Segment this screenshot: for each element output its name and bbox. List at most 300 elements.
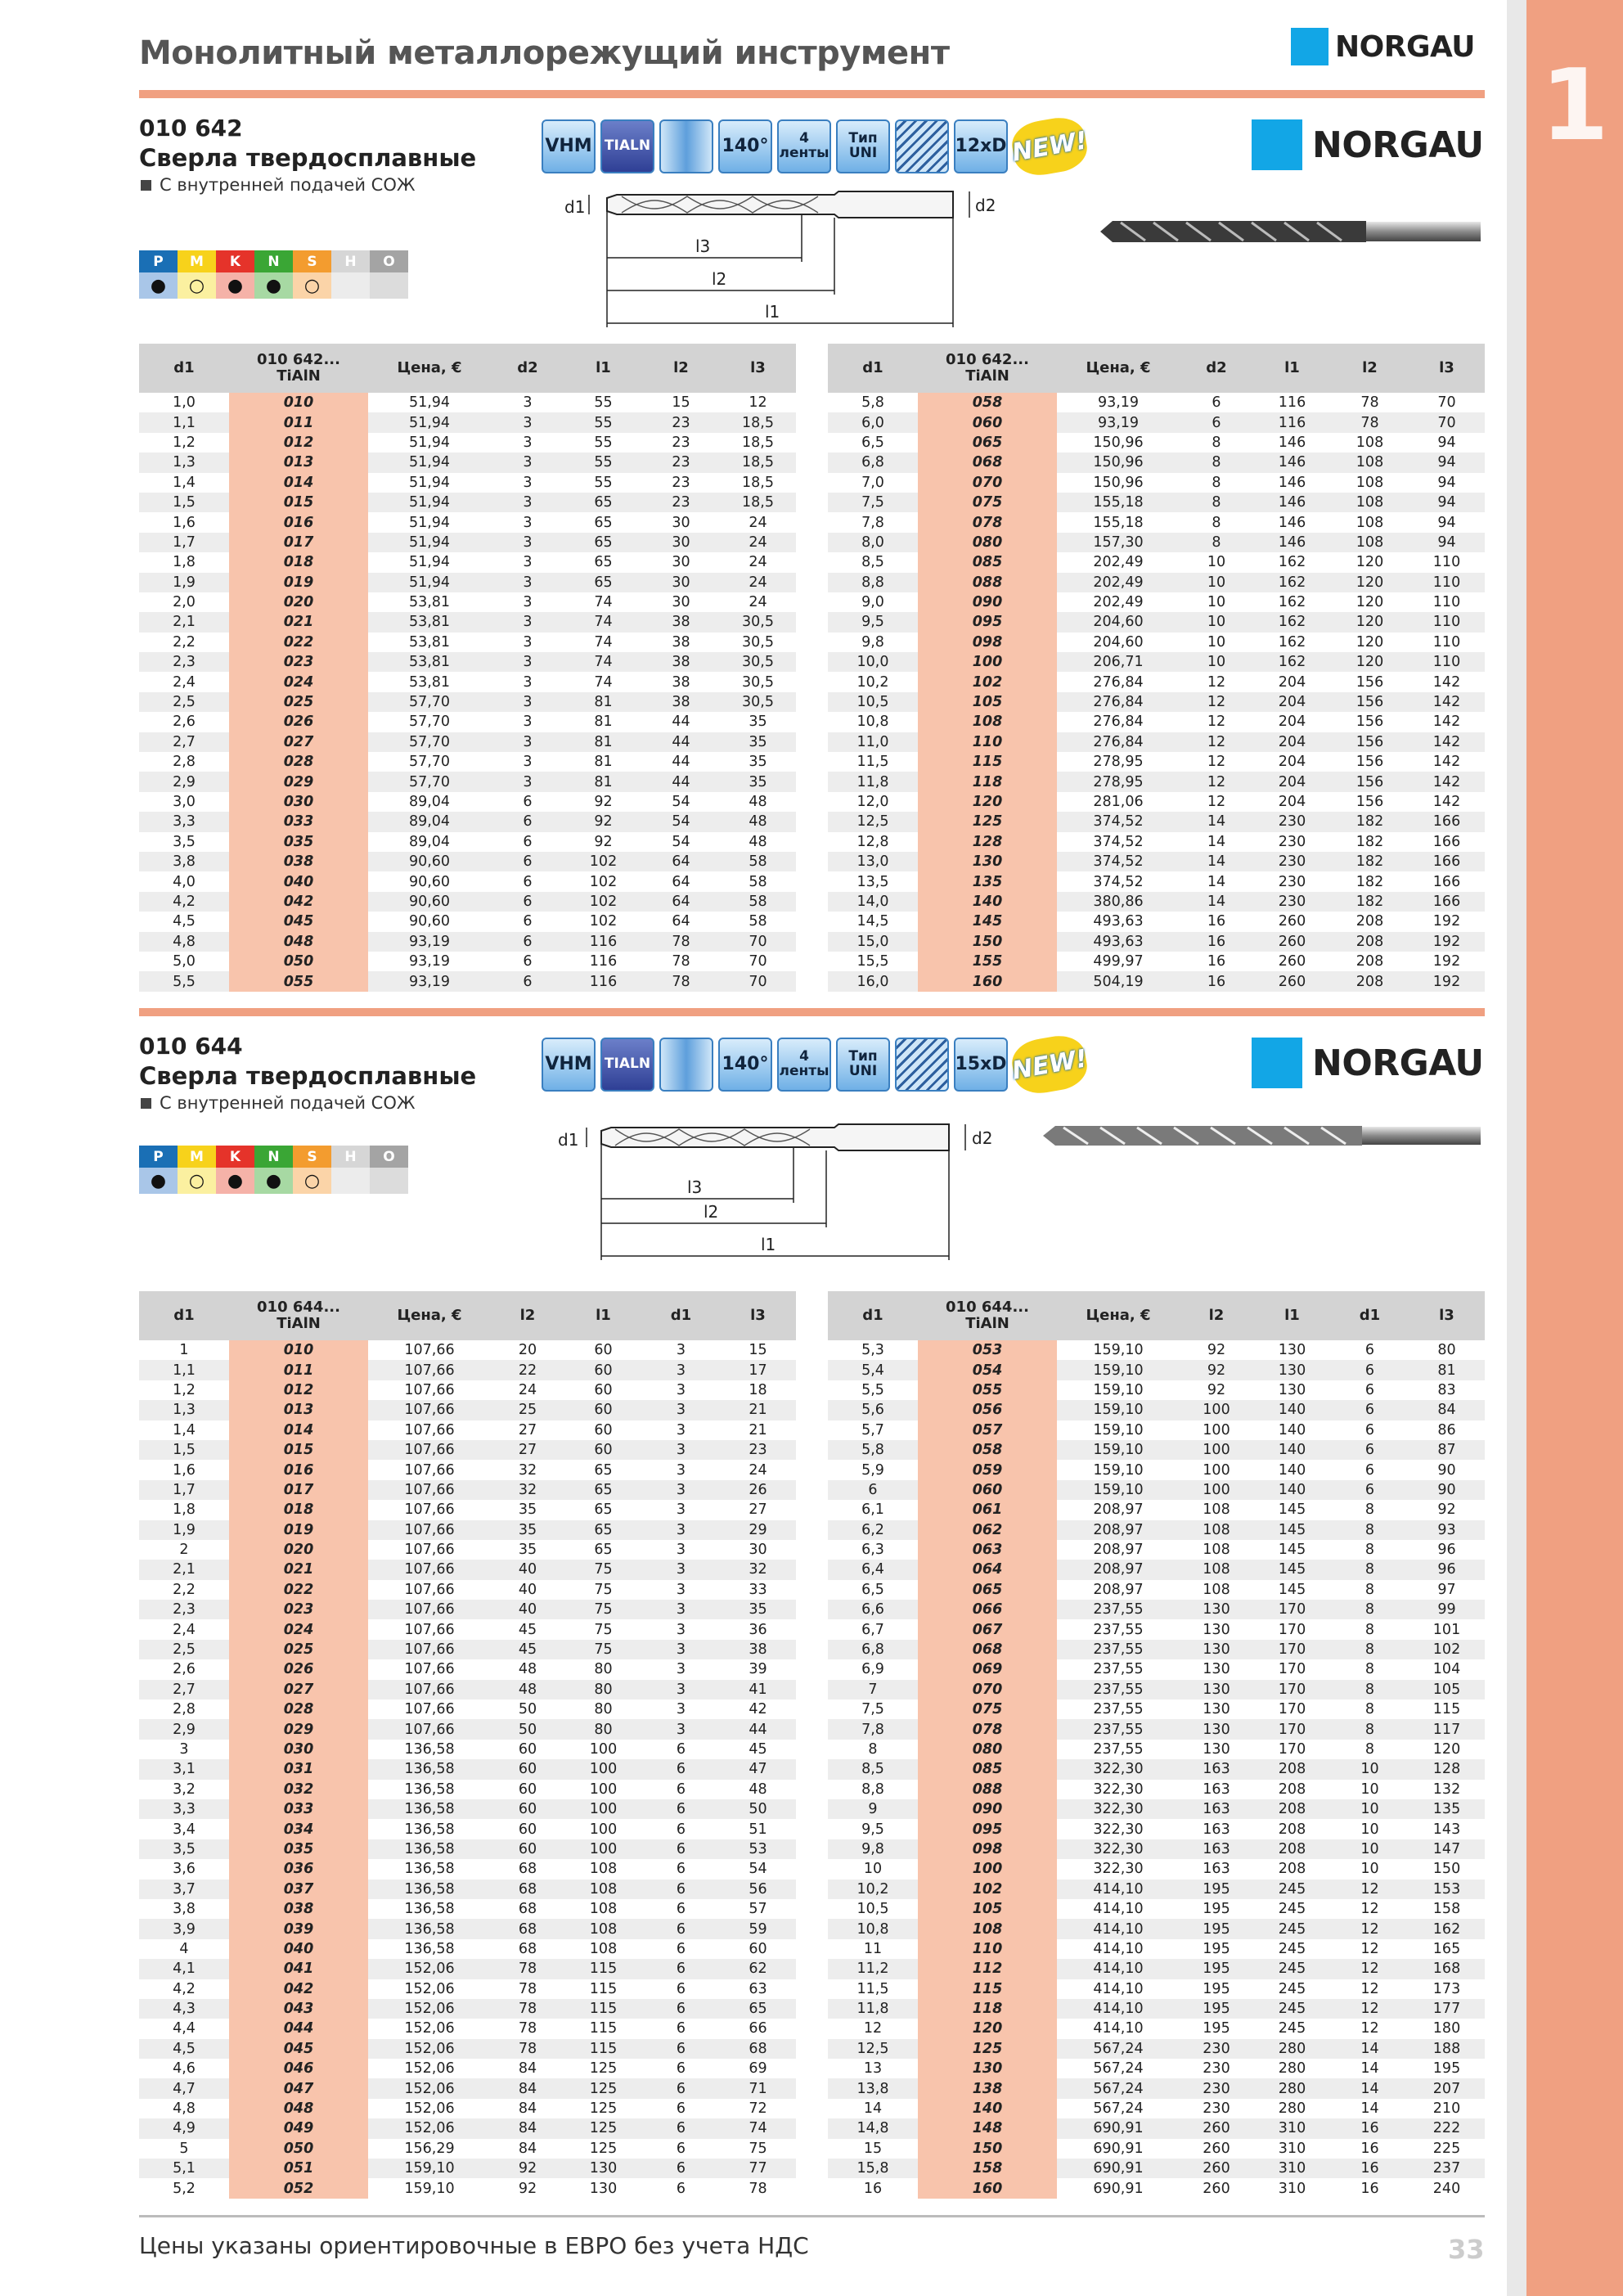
table-cell: 84 (518, 2140, 537, 2157)
table-cell: 195 (1432, 2060, 1461, 2078)
article-code-cell: 023 (229, 1600, 368, 1619)
table-row (828, 2139, 1485, 2159)
table-row (828, 712, 1485, 732)
column-header: Цена, € (1057, 1291, 1180, 1340)
table-cell: 245 (1278, 1940, 1306, 1957)
table-cell: 6,4 (828, 1560, 918, 1579)
table-cell: 3 (676, 1701, 686, 1718)
table-cell: 60 (594, 1381, 613, 1398)
table-cell: 68 (518, 1940, 537, 1957)
table-cell: 210 (1432, 2100, 1461, 2118)
article-code-cell: 038 (229, 852, 368, 871)
table-cell: 2,8 (173, 1701, 196, 1718)
table-cell: 86 (1437, 1421, 1456, 1438)
table-cell: 3 (491, 493, 564, 512)
table-cell: 2,1 (139, 612, 229, 632)
article-code-cell: 045 (229, 2039, 368, 2059)
table-cell: 23 (642, 452, 720, 472)
table-cell: 110 (1432, 633, 1461, 651)
table-cell: 38 (672, 673, 690, 691)
table-cell: 21 (720, 1400, 796, 1420)
table-cell: 245 (1253, 1880, 1331, 1899)
article-code-cell: 102 (918, 1880, 1057, 1899)
table-cell: 4,9 (139, 2118, 229, 2138)
table-cell: 48 (518, 1661, 537, 1678)
material-s-label: S (293, 250, 331, 272)
table-cell: 108 (1203, 1581, 1230, 1598)
table-cell: 170 (1253, 1640, 1331, 1659)
table-cell: 374,52 (1057, 812, 1180, 831)
table-cell: 5,2 (173, 2180, 196, 2197)
table-cell: 162 (1409, 1919, 1485, 1938)
table-cell: 6 (676, 2180, 686, 2197)
table-cell: 89,04 (408, 833, 451, 850)
table-cell: 105 (1409, 1680, 1485, 1699)
table-cell: 170 (1253, 1600, 1331, 1619)
table-row (139, 1899, 796, 1919)
table-cell: 9 (828, 1799, 918, 1819)
table-row (139, 1759, 796, 1779)
material-m-label: M (178, 250, 216, 272)
table-cell: 54 (672, 794, 690, 810)
table-cell: 53,81 (408, 673, 451, 691)
table-cell: 280 (1253, 2039, 1331, 2059)
table-row (139, 1360, 796, 1380)
table-cell: 132 (1432, 1781, 1461, 1798)
table-cell: 51,94 (408, 394, 451, 412)
table-cell: 12 (1180, 732, 1253, 752)
material-suitability-mark (370, 1168, 408, 1194)
table-cell: 81 (564, 772, 642, 791)
table-row (139, 1719, 796, 1739)
table-cell: 2,2 (173, 633, 196, 651)
table-cell: 276,84 (1093, 673, 1144, 691)
table-cell: 12 (863, 2020, 883, 2037)
table-cell: 6 (676, 2140, 686, 2157)
article-code-cell: 015 (229, 1440, 368, 1460)
table-cell: 77 (720, 2159, 796, 2178)
table-cell: 6 (1212, 394, 1221, 412)
table-cell: 78 (1331, 412, 1409, 432)
table-cell: 6 (1331, 1480, 1409, 1500)
article-code-cell: 102 (918, 672, 1057, 691)
table-row (139, 1859, 796, 1879)
section-title: Сверла твердосплавные (139, 1062, 477, 1090)
table-cell: 51,94 (368, 493, 491, 512)
table-cell: 6 (1364, 1342, 1375, 1359)
table-row (828, 1979, 1485, 1999)
table-cell: 23 (720, 1440, 796, 1460)
article-code-cell: 032 (229, 1780, 368, 1799)
table-cell: 260 (1180, 2118, 1253, 2138)
table-row (828, 2059, 1485, 2078)
table-cell: 30,5 (720, 612, 796, 632)
table-cell: 71 (720, 2078, 796, 2098)
table-cell: 12 (1180, 772, 1253, 791)
table-row (139, 2019, 796, 2038)
table-cell: 162 (1253, 652, 1331, 672)
table-cell: 14 (1331, 2039, 1409, 2059)
table-cell: 1,6 (173, 1461, 196, 1479)
table-cell: 18 (749, 1381, 767, 1398)
table-cell: 6 (642, 1959, 720, 1979)
table-row (828, 912, 1485, 931)
table-cell: 142 (1432, 673, 1461, 691)
table-cell: 14 (1360, 2060, 1379, 2078)
table-cell: 136,58 (404, 1901, 455, 1918)
article-code-cell: 120 (918, 792, 1057, 812)
table-cell: 44 (720, 1719, 796, 1739)
table-cell: 2,7 (139, 732, 229, 752)
section-note: С внутренней подачей СОЖ (141, 175, 416, 195)
vhm-icon: VHM (542, 1038, 596, 1092)
table-cell: 192 (1432, 913, 1461, 930)
table-row (139, 1340, 796, 1360)
table-row (828, 1740, 1485, 1759)
table-row (828, 971, 1485, 991)
table-cell: 156 (1355, 794, 1384, 810)
table-cell: 6 (491, 892, 564, 912)
table-cell: 107,66 (368, 1560, 491, 1579)
table-cell: 107,66 (404, 1421, 455, 1438)
article-code-cell: 130 (918, 2059, 1057, 2078)
article-code-cell: 060 (918, 1480, 1057, 1500)
table-cell: 6 (491, 812, 564, 831)
table-row (828, 533, 1485, 552)
table-cell: 108 (564, 1919, 642, 1938)
table-cell: 107,66 (404, 1621, 455, 1638)
table-cell: 116 (1278, 394, 1306, 412)
table-cell: 53,81 (408, 633, 451, 651)
table-cell: 3,7 (139, 1880, 229, 1899)
table-cell: 3,9 (139, 1919, 229, 1938)
table-cell: 92 (1437, 1501, 1456, 1519)
table-cell: 208,97 (1093, 1542, 1144, 1559)
table-cell: 8 (1331, 1719, 1409, 1739)
table-cell: 23 (642, 412, 720, 432)
table-cell: 145 (1278, 1581, 1306, 1598)
table-cell: 58 (720, 852, 796, 871)
table-cell: 51,94 (368, 533, 491, 552)
table-cell: 322,30 (1057, 1839, 1180, 1859)
table-cell: 6 (642, 1759, 720, 1779)
material-suitability-mark (331, 272, 370, 299)
table-cell: 504,19 (1057, 971, 1180, 991)
table-cell: 10,8 (856, 714, 889, 731)
table-cell: 6 (1331, 1360, 1409, 1380)
table-cell: 23 (672, 474, 690, 491)
table-cell: 24 (720, 573, 796, 592)
table-cell: 68 (491, 1919, 564, 1938)
table-cell: 13 (863, 2060, 883, 2078)
article-code-cell: 042 (229, 892, 368, 912)
column-header: 010 642... TiAlN (918, 344, 1057, 393)
table-cell: 9,8 (861, 633, 884, 651)
table-cell: 1,8 (173, 1501, 196, 1519)
table-cell: 30,5 (742, 673, 774, 691)
table-cell: 146 (1253, 452, 1331, 472)
table-cell: 162 (1278, 594, 1306, 611)
table-cell: 70 (720, 932, 796, 952)
table-cell: 58 (720, 892, 796, 912)
table-row (828, 1839, 1485, 1859)
table-row (139, 612, 796, 632)
table-cell: 204 (1253, 732, 1331, 752)
article-code-cell: 016 (229, 1460, 368, 1479)
column-header: l1 (1253, 1291, 1331, 1340)
article-code-cell: 030 (229, 1740, 368, 1759)
table-row (139, 1460, 796, 1479)
point-angle-140-icon: 140° (718, 119, 772, 173)
table-cell: 136,58 (368, 1919, 491, 1938)
table-cell: 38 (642, 612, 720, 632)
table-cell: 75 (564, 1640, 642, 1659)
material-s-label: S (293, 1146, 331, 1168)
table-cell: 107,66 (368, 1480, 491, 1500)
table-cell: 74 (564, 652, 642, 672)
table-cell: 16 (1331, 2159, 1409, 2178)
table-cell: 24 (749, 594, 767, 611)
table-cell: 414,10 (1057, 1919, 1180, 1938)
table-cell: 230 (1253, 852, 1331, 871)
table-cell: 130 (1203, 1701, 1230, 1718)
table-row (828, 2159, 1485, 2178)
table-cell: 1,5 (139, 1440, 229, 1460)
article-code-cell: 013 (229, 1400, 368, 1420)
table-cell: 170 (1253, 1680, 1331, 1699)
table-cell: 5,7 (861, 1421, 884, 1438)
table-row (828, 1400, 1485, 1420)
table-row (828, 2099, 1485, 2118)
material-suitability-mark: ● (139, 1168, 178, 1194)
table-cell: 68 (720, 2039, 796, 2059)
table-cell: 30,5 (720, 692, 796, 712)
table-cell: 53,81 (408, 594, 451, 611)
table-cell: 1,5 (139, 493, 229, 512)
table-cell: 93,19 (368, 932, 491, 952)
section-code: 010 644 (139, 1033, 243, 1060)
article-code-cell: 029 (229, 1719, 368, 1739)
table-cell: 142 (1409, 732, 1485, 752)
table-cell: 237,55 (1057, 1719, 1180, 1739)
table-cell: 6,8 (828, 1640, 918, 1659)
table-cell: 145 (1253, 1560, 1331, 1579)
feature-icons (542, 1038, 1090, 1092)
table-cell: 3,4 (173, 1821, 196, 1838)
tialn-coating-icon: TIALN (600, 119, 654, 173)
table-row (828, 1360, 1485, 1380)
table-cell: 102 (589, 873, 618, 890)
table-cell: 156 (1331, 772, 1409, 791)
article-code-cell: 010 (229, 393, 368, 412)
table-row (828, 552, 1485, 572)
table-cell: 177 (1409, 1999, 1485, 2019)
table-cell: 6 (491, 932, 564, 952)
table-row (139, 892, 796, 912)
table-cell: 1,7 (139, 533, 229, 552)
table-row (828, 573, 1485, 592)
table-cell: 159,10 (404, 2180, 455, 2197)
article-code-cell: 021 (229, 612, 368, 632)
feature-icons (542, 119, 1090, 173)
article-code-cell: 023 (229, 652, 368, 672)
table-cell: 107,66 (404, 1542, 455, 1559)
table-cell: 1,1 (139, 1360, 229, 1380)
article-code-cell: 024 (229, 672, 368, 691)
table-cell: 65 (564, 1520, 642, 1540)
table-cell: 690,91 (1093, 2180, 1144, 2197)
table-cell: 23 (642, 493, 720, 512)
table-cell: 7 (828, 1680, 918, 1699)
table-cell: 1,1 (139, 412, 229, 432)
table-cell: 322,30 (1093, 1781, 1144, 1798)
article-code-cell: 078 (918, 1719, 1057, 1739)
table-cell: 130 (589, 2180, 618, 2197)
table-cell: 1,3 (139, 1400, 229, 1420)
table-cell: 35 (491, 1520, 564, 1540)
table-cell: 120 (1355, 554, 1384, 571)
table-cell: 35 (518, 1501, 537, 1519)
table-cell: 3,3 (139, 812, 229, 831)
table-cell: 6 (1180, 412, 1253, 432)
table-cell: 60 (518, 1781, 537, 1798)
table-cell: 75 (594, 1621, 613, 1638)
table-cell: 6,8 (828, 452, 918, 472)
table-cell: 116 (564, 971, 642, 991)
table-cell: 100 (589, 1781, 618, 1798)
article-code-cell: 046 (229, 2059, 368, 2078)
article-code-cell: 064 (918, 1560, 1057, 1579)
table-cell: 3 (676, 1381, 686, 1398)
table-row (828, 1619, 1485, 1639)
article-code-cell: 014 (229, 1420, 368, 1440)
article-code-cell: 085 (918, 552, 1057, 572)
table-cell: 10 (1331, 1839, 1409, 1859)
material-suitability-mark (331, 1168, 370, 1194)
material-h-label: H (331, 1146, 370, 1168)
table-cell: 10 (1360, 1821, 1379, 1838)
table-row (139, 812, 796, 831)
table-cell: 65 (720, 1999, 796, 2019)
table-cell: 14 (1180, 812, 1253, 831)
table-cell: 53 (720, 1839, 796, 1859)
article-code-cell: 155 (918, 952, 1057, 971)
table-cell: 30 (642, 533, 720, 552)
table-cell: 30 (672, 594, 690, 611)
table-cell: 280 (1278, 2100, 1306, 2118)
table-cell: 120 (1432, 1741, 1461, 1758)
table-cell: 12 (1180, 692, 1253, 712)
table-cell: 116 (564, 932, 642, 952)
table-cell: 130 (1278, 1342, 1306, 1359)
table-cell: 26 (720, 1480, 796, 1500)
table-cell: 8 (1331, 1600, 1409, 1619)
article-code-cell: 047 (229, 2078, 368, 2098)
table-cell: 78 (491, 1959, 564, 1979)
section-note: С внутренней подачей СОЖ (141, 1093, 416, 1113)
table-row (828, 692, 1485, 712)
table-cell: 16 (1207, 953, 1226, 970)
table-cell: 5,3 (861, 1342, 884, 1359)
table-cell: 65 (564, 1480, 642, 1500)
table-cell: 83 (1437, 1381, 1456, 1398)
table-cell: 68 (491, 1880, 564, 1899)
table-cell: 208 (1278, 1781, 1306, 1798)
table-cell: 57,70 (408, 714, 451, 731)
brand-square-icon (1252, 119, 1302, 170)
article-code-cell: 130 (918, 852, 1057, 871)
table-cell: 4,7 (139, 2078, 229, 2098)
article-code-cell: 035 (229, 1839, 368, 1859)
table-row (139, 1780, 796, 1799)
table-cell: 92 (564, 812, 642, 831)
table-cell: 170 (1278, 1701, 1306, 1718)
table-cell: 16 (1207, 913, 1226, 930)
table-row (828, 2039, 1485, 2059)
table-cell: 69 (749, 2060, 767, 2078)
table-cell: 14 (1180, 892, 1253, 912)
table-cell: 6 (1331, 1400, 1409, 1420)
article-code-cell: 041 (229, 1959, 368, 1979)
table-cell: 8 (1364, 1661, 1375, 1678)
table-cell: 230 (1203, 2060, 1230, 2078)
header-brand-logo: NORGAU (1291, 28, 1475, 65)
table-cell: 6 (1364, 1421, 1375, 1438)
table-cell: 374,52 (1093, 833, 1144, 850)
table-cell: 6,7 (861, 1621, 884, 1638)
table-cell: 245 (1278, 1980, 1306, 1997)
table-cell: 3,8 (139, 852, 229, 871)
table-cell: 3 (676, 1542, 686, 1559)
table-cell: 8,8 (861, 1781, 884, 1798)
article-code-cell: 145 (918, 912, 1057, 931)
article-code-cell: 075 (918, 493, 1057, 512)
table-cell: 60 (749, 1940, 767, 1957)
table-cell: 1,0 (173, 394, 196, 412)
table-cell: 3 (523, 594, 533, 611)
table-row (139, 2178, 796, 2198)
table-cell: 13,5 (856, 873, 889, 890)
table-cell: 6 (523, 953, 533, 970)
table-cell: 107,66 (368, 1600, 491, 1619)
table-cell: 100 (1180, 1480, 1253, 1500)
table-cell: 6 (523, 833, 533, 850)
table-cell: 58 (749, 913, 767, 930)
table-cell: 18,5 (742, 434, 774, 451)
table-cell: 150,96 (1057, 452, 1180, 472)
table-cell: 208 (1278, 1861, 1306, 1878)
table-cell: 1,2 (173, 434, 196, 451)
material-suitability-mark: ● (216, 272, 254, 299)
table-cell: 15,5 (856, 953, 889, 970)
sidebar-gap (1507, 0, 1526, 2296)
table-cell: 35 (720, 772, 796, 791)
table-row (139, 1580, 796, 1600)
table-cell: 322,30 (1057, 1799, 1180, 1819)
table-cell: 48 (749, 833, 767, 850)
table-cell: 156 (1355, 673, 1384, 691)
table-cell: 374,52 (1057, 852, 1180, 871)
table-cell: 182 (1331, 892, 1409, 912)
table-cell: 142 (1432, 714, 1461, 731)
table-cell: 17 (720, 1360, 796, 1380)
table-row (139, 672, 796, 691)
table-cell: 6 (828, 1480, 918, 1500)
table-row (139, 1619, 796, 1639)
table-cell: 92 (594, 833, 613, 850)
table-cell: 16 (863, 2180, 883, 2197)
table-row (139, 2139, 796, 2159)
